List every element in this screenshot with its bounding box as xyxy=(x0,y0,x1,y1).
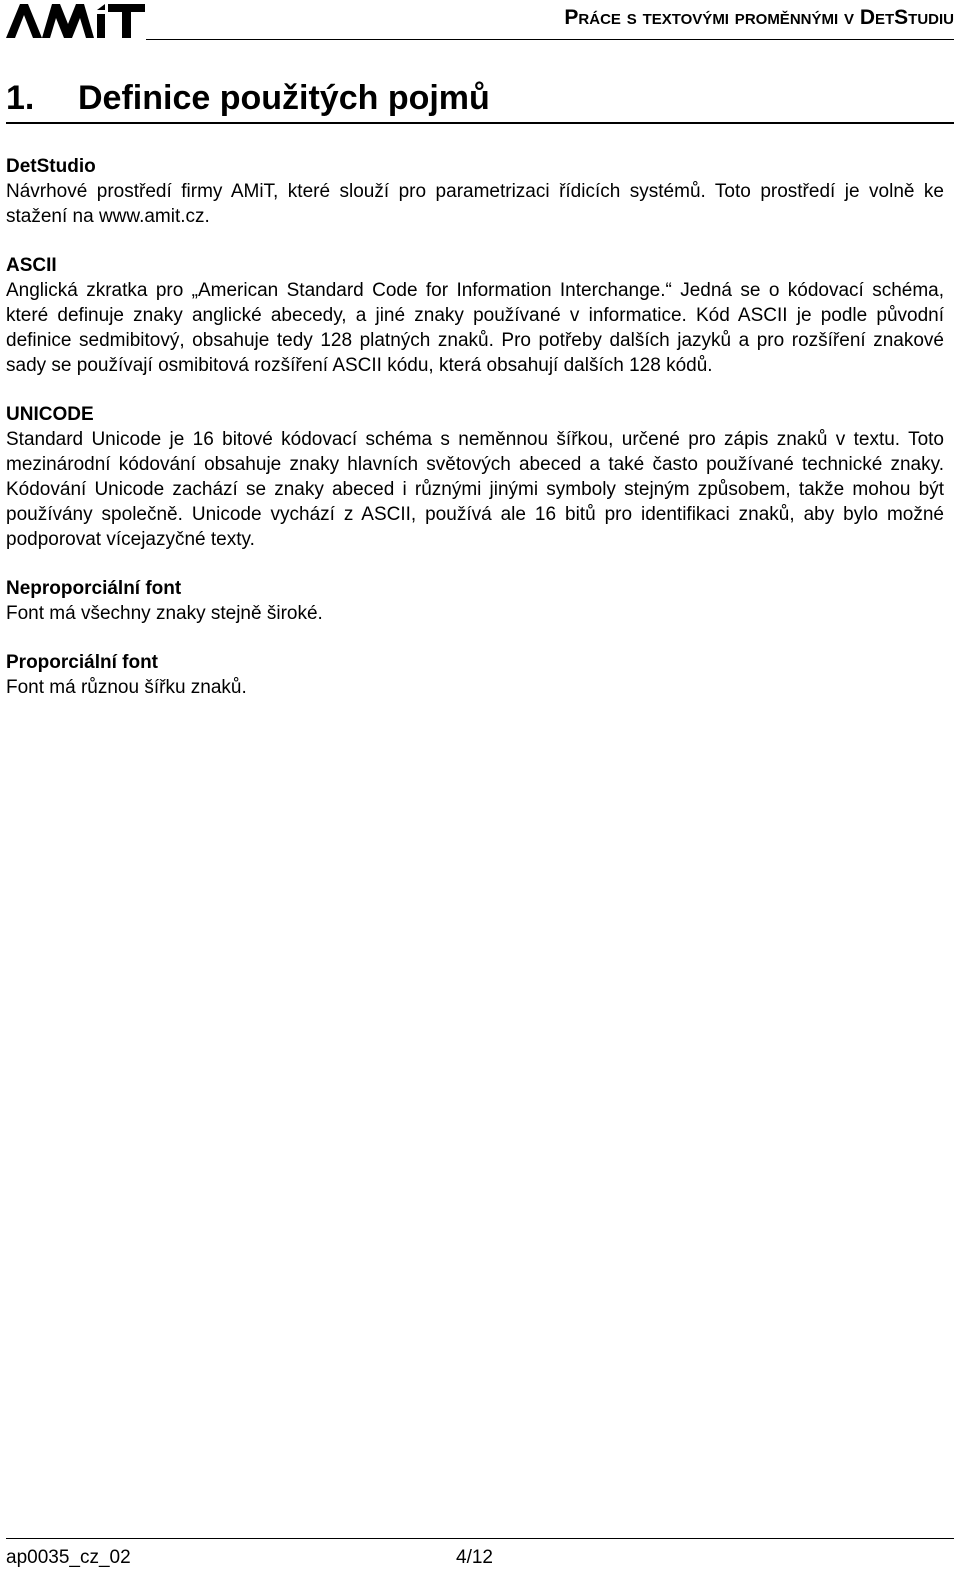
header-rule xyxy=(146,39,954,40)
term-description: Font má různou šířku znaků. xyxy=(6,677,247,698)
section-heading xyxy=(6,76,954,124)
term-ascii xyxy=(6,253,944,378)
page-number: 4/12 xyxy=(456,1547,493,1568)
term-monospace-font xyxy=(6,576,944,626)
section-number: 1. xyxy=(6,79,35,117)
amit-logo-graphic xyxy=(6,2,146,40)
term-name: Neproporciální font xyxy=(6,578,182,599)
term-description: Font má všechny znaky stejně široké. xyxy=(6,603,323,624)
term-name: Proporciální font xyxy=(6,652,158,673)
section-title: Definice použitých pojmů xyxy=(78,79,490,117)
term-detstudio xyxy=(6,154,944,229)
amit-logo xyxy=(6,2,146,40)
term-description: Návrhové prostředí firmy AMiT, které slouží pro parametrizaci řídicích systémů. Toto prostředí je volně ke stažení na www.amit.cz. xyxy=(6,181,944,227)
document-id: ap0035_cz_02 xyxy=(6,1547,131,1568)
term-name: DetStudio xyxy=(6,156,96,177)
term-unicode xyxy=(6,402,944,552)
term-name: ASCII xyxy=(6,255,57,276)
term-description: Standard Unicode je 16 bitové kódovací schéma s neměnnou šířkou, určené pro zápis znaků v textu. Toto mezinárodní kódování obsahuje znaky hlavních světových abeced a také často používané technické znaky. Kódování Unicode zachází se znaky abeced i různými jinými symboly stejným způsobem, takže mohou být používány společně. Unicode vychází z ASCII, používá ale 16 bitů pro identifikaci znaků, aby bylo možné podporovat vícejazyčné texty. xyxy=(6,429,944,550)
term-proportional-font xyxy=(6,650,944,700)
term-description: Anglická zkratka pro „American Standard Code for Information Interchange.“ Jedná se o kódovací schéma, které definuje znaky anglické abecedy, a jiné znaky používané v informatice. Kód ASCII je podle původní definice sedmibitový, obsahuje tedy 128 platných znaků. Pro potřeby dalších jazyků a pro rozšíření znakové sady se používají osmibitová rozšíření ASCII kódu, která obsahují dalších 128 kódů. xyxy=(6,280,944,376)
document-title: Práce s textovými proměnnými v DetStudiu xyxy=(564,6,954,29)
term-name: UNICODE xyxy=(6,404,94,425)
page-header xyxy=(6,0,954,44)
footer-rule xyxy=(6,1538,954,1539)
page-footer xyxy=(6,1538,954,1578)
definitions-list xyxy=(6,154,944,724)
